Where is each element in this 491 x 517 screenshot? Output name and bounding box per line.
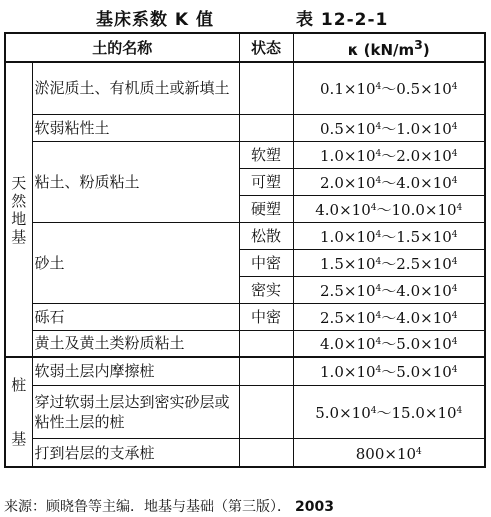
soil-name: 粘土、粉质粘土 bbox=[32, 141, 239, 222]
table-row bbox=[5, 385, 485, 439]
kappa-value: $2.5\times 10^4\sim 4.0\times 10^4$ bbox=[293, 303, 485, 330]
soil-state bbox=[239, 114, 293, 141]
group-char: 桩 bbox=[11, 376, 27, 394]
kappa-value: $5.0\times 10^4\sim 15.0\times 10^4$ bbox=[293, 385, 485, 439]
kappa-value: $1.0\times 10^4\sim 5.0\times 10^4$ bbox=[293, 357, 485, 385]
soil-name: 砾石 bbox=[32, 303, 239, 330]
header-kappa: κ $(kN/m^3)$ bbox=[293, 33, 485, 62]
table-row bbox=[5, 330, 485, 357]
kappa-value: $800\times 10^4$ bbox=[293, 439, 485, 467]
kappa-value: $0.5\times 10^4\sim 1.0\times 10^4$ bbox=[293, 114, 485, 141]
header-row bbox=[5, 33, 485, 62]
source-year: 2003 bbox=[295, 499, 334, 515]
table-row bbox=[5, 114, 485, 141]
soil-state bbox=[239, 357, 293, 385]
table-row bbox=[5, 357, 485, 385]
table-row bbox=[5, 303, 485, 330]
soil-state: 软塑 bbox=[239, 141, 293, 168]
table-title bbox=[0, 0, 491, 32]
table-row bbox=[5, 141, 485, 168]
group-char: 然 bbox=[11, 191, 27, 210]
kappa-value: $4.0\times 10^4\sim 10.0\times 10^4$ bbox=[293, 195, 485, 222]
soil-state: 中密 bbox=[239, 303, 293, 330]
soil-state bbox=[239, 62, 293, 114]
kappa-value: $1.0\times 10^4\sim 1.5\times 10^4$ bbox=[293, 222, 485, 249]
soil-state: 密实 bbox=[239, 276, 293, 303]
source-note bbox=[4, 496, 334, 516]
table-caption: 基床系数 K 值 bbox=[96, 10, 215, 30]
source-text: 来源：顾晓鲁等主编．地基与基础（第三版）． bbox=[4, 499, 291, 515]
soil-name: 打到岩层的支承桩 bbox=[32, 439, 239, 467]
subgrade-coefficient-table bbox=[4, 32, 486, 468]
header-state: 状态 bbox=[239, 33, 293, 62]
kappa-value: $4.0\times 10^4\sim 5.0\times 10^4$ bbox=[293, 330, 485, 357]
soil-name: 黄土及黄土类粉质粘土 bbox=[32, 330, 239, 357]
soil-state: 可塑 bbox=[239, 168, 293, 195]
group-label-pile bbox=[5, 357, 32, 467]
group-char: 天 bbox=[11, 173, 27, 192]
soil-name: 软弱粘性土 bbox=[32, 114, 239, 141]
soil-name: 淤泥质土、有机质土或新填土 bbox=[32, 62, 239, 114]
table-row bbox=[5, 62, 485, 114]
soil-state bbox=[239, 385, 293, 439]
soil-name: 软弱土层内摩擦桩 bbox=[32, 357, 239, 385]
kappa-value: $2.0\times 10^4\sim 4.0\times 10^4$ bbox=[293, 168, 485, 195]
table-row bbox=[5, 222, 485, 249]
soil-state: 松散 bbox=[239, 222, 293, 249]
soil-state bbox=[239, 439, 293, 467]
kappa-value: $2.5\times 10^4\sim 4.0\times 10^4$ bbox=[293, 276, 485, 303]
soil-state: 硬塑 bbox=[239, 195, 293, 222]
group-label-natural bbox=[5, 62, 32, 357]
table-number: 表 12-2-1 bbox=[296, 10, 389, 30]
header-soil-name: 土的名称 bbox=[5, 33, 239, 62]
group-char: 基 bbox=[11, 430, 27, 448]
kappa-value: $0.1\times 10^4\sim 0.5\times 10^4$ bbox=[293, 62, 485, 114]
group-char: 基 bbox=[11, 227, 27, 246]
soil-state: 中密 bbox=[239, 249, 293, 276]
group-char: 地 bbox=[11, 209, 27, 228]
soil-name: 砂土 bbox=[32, 222, 239, 303]
soil-state bbox=[239, 330, 293, 357]
kappa-value: $1.0\times 10^4\sim 2.0\times 10^4$ bbox=[293, 141, 485, 168]
soil-name: 穿过软弱土层达到密实砂层或粘性土层的桩 bbox=[32, 385, 239, 439]
kappa-value: $1.5\times 10^4\sim 2.5\times 10^4$ bbox=[293, 249, 485, 276]
table-row bbox=[5, 439, 485, 467]
